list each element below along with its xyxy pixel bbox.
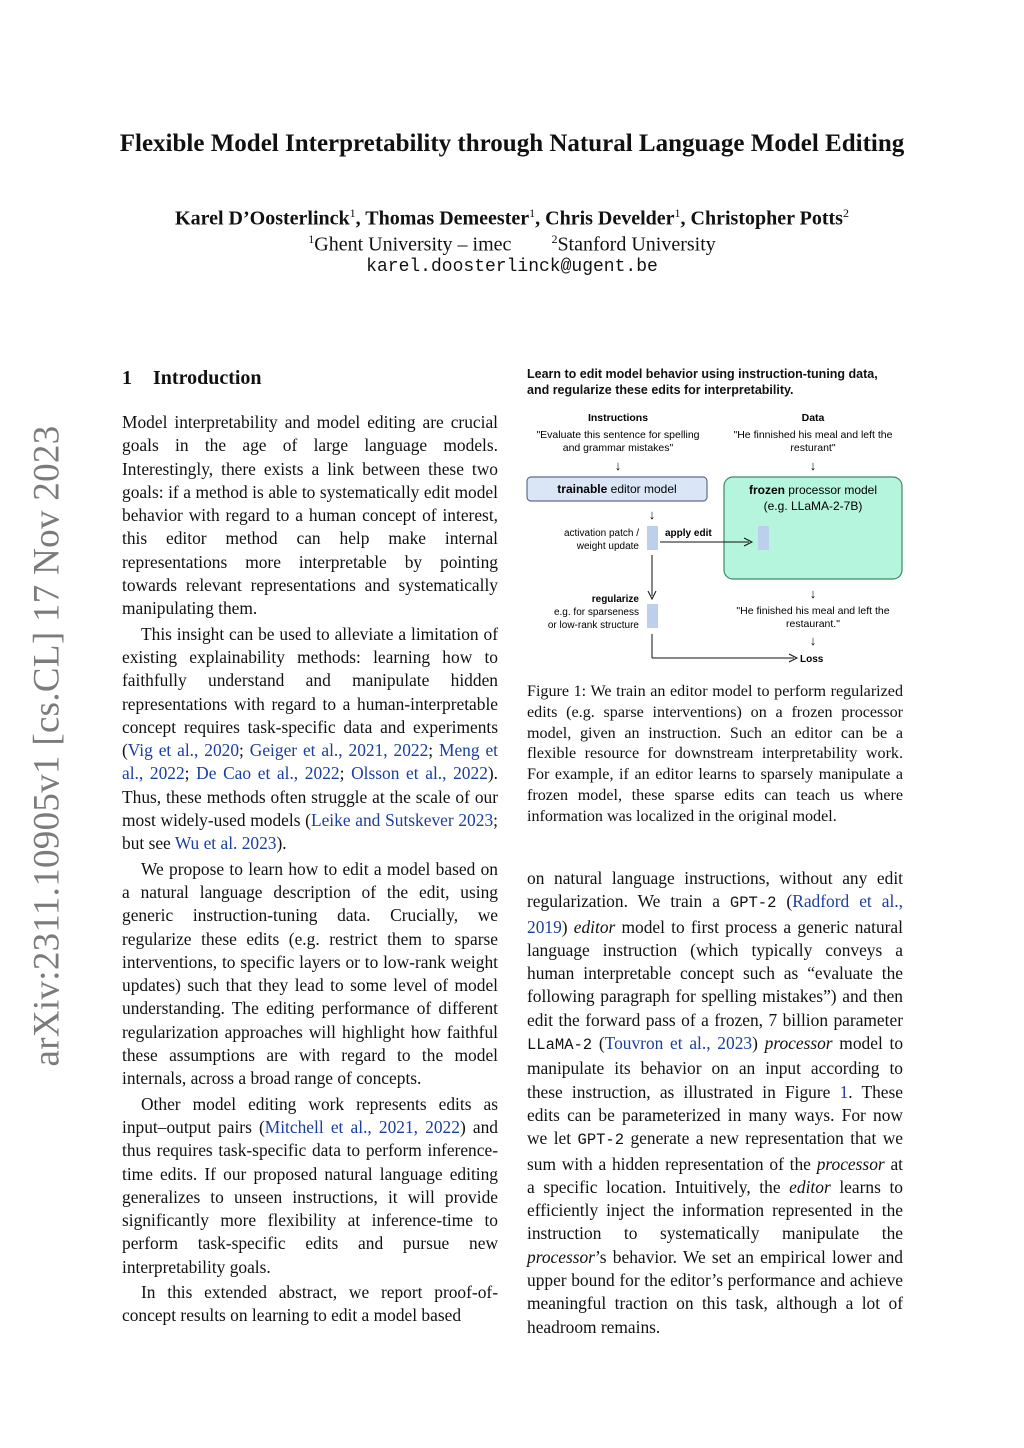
right-column: [527, 867, 903, 1339]
text-run: . These edits can be parameterized in many ways. For now we let: [527, 1081, 904, 1149]
figure-reference-link[interactable]: 1: [839, 1081, 849, 1102]
figure-heading-line1: Learn to edit model behavior using instruction-tuning data,: [527, 367, 878, 381]
emphasis: editor: [789, 1176, 831, 1197]
arxiv-sidebar: [20, 425, 74, 1067]
regularize-label: regularize: [591, 594, 639, 605]
down-arrow-icon: ↓: [648, 507, 656, 522]
citation-link[interactable]: Leike and Sutskever 2023: [310, 810, 494, 831]
figure-heading-line2: and regularize these edits for interpretability.: [527, 383, 794, 397]
citation-link[interactable]: Radford et al., 2019: [527, 891, 903, 937]
regularize-detail: e.g. for sparseness: [553, 607, 639, 618]
author-affiliation-mark: 1: [349, 206, 356, 220]
instructions-text: "Evaluate this sentence for spelling: [536, 429, 700, 441]
data-label: Data: [801, 412, 825, 424]
figure-diagram: [524, 362, 908, 672]
paragraph: Model interpretability and model editing are crucial goals in the age of large language models. Interestingly, there exists a link between these two goals: if a method is able to systematically edit model behavior with regard to a human concept of interest, this editor method can help make internal representations more interpretable by pointing towards relevant representations and systematically manipulating them.: [122, 412, 498, 619]
text-run: learns to efficiently inject the information represented in the instruction to systematically manipulate the: [527, 1176, 904, 1244]
author: Chris Develder: [545, 207, 675, 230]
author-list: [0, 206, 1024, 231]
output-text: "He finished his meal and left the: [736, 605, 890, 617]
down-arrow-icon: ↓: [809, 458, 817, 473]
citation-link[interactable]: Touvron et al., 2023: [604, 1033, 753, 1054]
author: Karel D’Oosterlinck: [175, 207, 350, 230]
regularized-patch-block: [647, 604, 658, 628]
activation-patch-block: [647, 526, 658, 550]
affiliation-mark: 1: [308, 232, 315, 246]
loss-label: Loss: [800, 654, 824, 665]
instructions-label: Instructions: [587, 412, 649, 424]
author-affiliation-mark: 1: [674, 206, 681, 220]
paper-title: Flexible Model Interpretability through Natural Language Model Editing: [119, 130, 905, 157]
affiliation-mark: 2: [551, 232, 558, 246]
text-run: ’s behavior. We set an empirical lower and upper bound for the editor’s performance and achieve meaningful traction on this task, although a lot of headroom remains.: [527, 1246, 903, 1337]
activation-patch-label: activation patch /: [563, 528, 639, 539]
text-run: ): [561, 916, 574, 937]
code-name: GPT-2: [577, 1131, 625, 1150]
left-column: [122, 411, 498, 1328]
section-number: 1: [122, 367, 132, 389]
emphasis: processor: [764, 1033, 833, 1054]
author: Thomas Demeester: [365, 207, 530, 230]
citation-link[interactable]: Meng et al., 2022: [122, 740, 498, 784]
affiliation: Ghent University – imec: [314, 233, 512, 256]
citation-link[interactable]: Vig et al., 2020: [127, 740, 240, 761]
apply-edit-label: apply edit: [665, 528, 712, 539]
author-email[interactable]: karel.doosterlinck@ugent.be: [366, 257, 658, 277]
author-affiliation-mark: 2: [842, 206, 849, 220]
text-run: (: [776, 891, 793, 912]
text-run: ;: [428, 740, 439, 761]
text-run: ; but see: [122, 810, 498, 854]
activation-patch-label: weight update: [576, 541, 639, 552]
section-heading: [122, 367, 262, 390]
processor-model-example: (e.g. LLaMA-2-7B): [763, 499, 863, 513]
author-separator: ,: [535, 207, 546, 230]
paragraph: In this extended abstract, we report proof-of-concept results on learning to edit a model based: [122, 1281, 498, 1326]
output-text: restaurant.": [786, 618, 840, 630]
data-text: resturant": [790, 442, 836, 454]
text-run: Other model editing work represents edits as input–output pairs (: [122, 1093, 498, 1137]
paragraph: [527, 867, 903, 1339]
text-run: on natural language instructions, without any edit regularization. We train a: [527, 868, 903, 912]
text-run: This insight can be used to alleviate a limitation of existing explainability methods: learning how to faithfully understand and manipulate hidden representations with regard to a human-interpretable concept requires task-specific data and experiments (: [122, 623, 498, 761]
author-separator: ,: [680, 207, 691, 230]
text-run: ).: [276, 833, 287, 854]
affiliation: Stanford University: [557, 233, 716, 256]
down-arrow-icon: ↓: [809, 586, 817, 601]
instructions-text: and grammar mistakes": [562, 442, 674, 454]
citation-link[interactable]: De Cao et al., 2022: [196, 763, 340, 784]
patched-activation-block: [758, 526, 769, 550]
code-name: GPT-2: [729, 894, 777, 913]
down-arrow-icon: ↓: [614, 458, 622, 473]
figure-1: [524, 362, 908, 672]
emphasis: processor: [816, 1153, 885, 1174]
text-run: ): [752, 1033, 765, 1054]
data-text: "He finnished his meal and left the: [733, 429, 893, 441]
down-arrow-icon: ↓: [809, 633, 817, 648]
citation-link[interactable]: Olsson et al., 2022: [351, 763, 488, 784]
section-title: Introduction: [153, 367, 262, 389]
figure-caption: Figure 1: We train an editor model to perform regularized edits (e.g. sparse interventions) on a frozen processor model, given an instruction. Such an editor can be a flexible resource for downstream interpretability work. For example, if an editor learns to sparsely manipulate a frozen model, these sparse edits can teach us where information was localized in the original model.: [527, 683, 903, 825]
text-run: ;: [239, 740, 250, 761]
paragraph: [122, 623, 498, 856]
text-run: model to manipulate its behavior on an input according to these instruction, as illustrated in Figure: [527, 1033, 904, 1102]
regularize-detail: or low-rank structure: [547, 620, 639, 631]
arxiv-id: arXiv:2311.10905v1 [cs.CL] 17 Nov 2023: [26, 425, 68, 1067]
author-separator: ,: [355, 207, 366, 230]
code-name: LLaMA-2: [527, 1036, 593, 1055]
citation-link[interactable]: Geiger et al., 2021, 2022: [249, 740, 429, 761]
paragraph: We propose to learn how to edit a model based on a natural language description of the edit, using generic instruction-tuning data. Crucially, we regularize these edits (e.g. restrict them to sparse interventions, to specific layers or to low-rank weight updates) such that they lead to some level of model understanding. The editing performance of different regularization approaches will highlight how faithful these assumptions are with regard to the model internals, across a broad range of concepts.: [122, 858, 498, 1089]
text-run: (: [592, 1033, 605, 1054]
text-run: ;: [339, 763, 352, 784]
text-run: ). Thus, these methods often struggle at the scale of our most widely-used models (: [122, 763, 499, 831]
text-run: model to first process a generic natural language instruction (which typically conveys a human interpretable concept such as “evaluate the following paragraph for spelling mistakes”) and then edit the forward pass of a frozen, 7 billion parameter: [527, 916, 903, 1030]
text-run: ) and thus requires task-specific data to perform inference-time edits. If our proposed natural language editing generalizes to unseen instructions, it will provide significantly more flexibility at inference-time to perform task-specific edits and pursue new interpretability goals.: [122, 1116, 498, 1277]
citation-link[interactable]: Wu et al. 2023: [174, 833, 277, 854]
paragraph: [122, 1093, 498, 1279]
emphasis: processor: [527, 1246, 595, 1267]
text-run: ;: [184, 763, 197, 784]
emphasis: editor: [573, 916, 616, 937]
affiliations: [0, 232, 1024, 257]
author: Christopher Potts: [690, 207, 843, 230]
editor-model-label: trainable editor model: [557, 482, 677, 496]
citation-link[interactable]: Mitchell et al., 2021, 2022: [264, 1116, 460, 1137]
text-run: generate a new representation that we sum with a hidden representation of the: [527, 1128, 903, 1174]
author-affiliation-mark: 1: [529, 206, 536, 220]
processor-model-label: frozen processor model: [748, 483, 878, 497]
text-run: at a specific location. Intuitively, the: [527, 1153, 903, 1197]
